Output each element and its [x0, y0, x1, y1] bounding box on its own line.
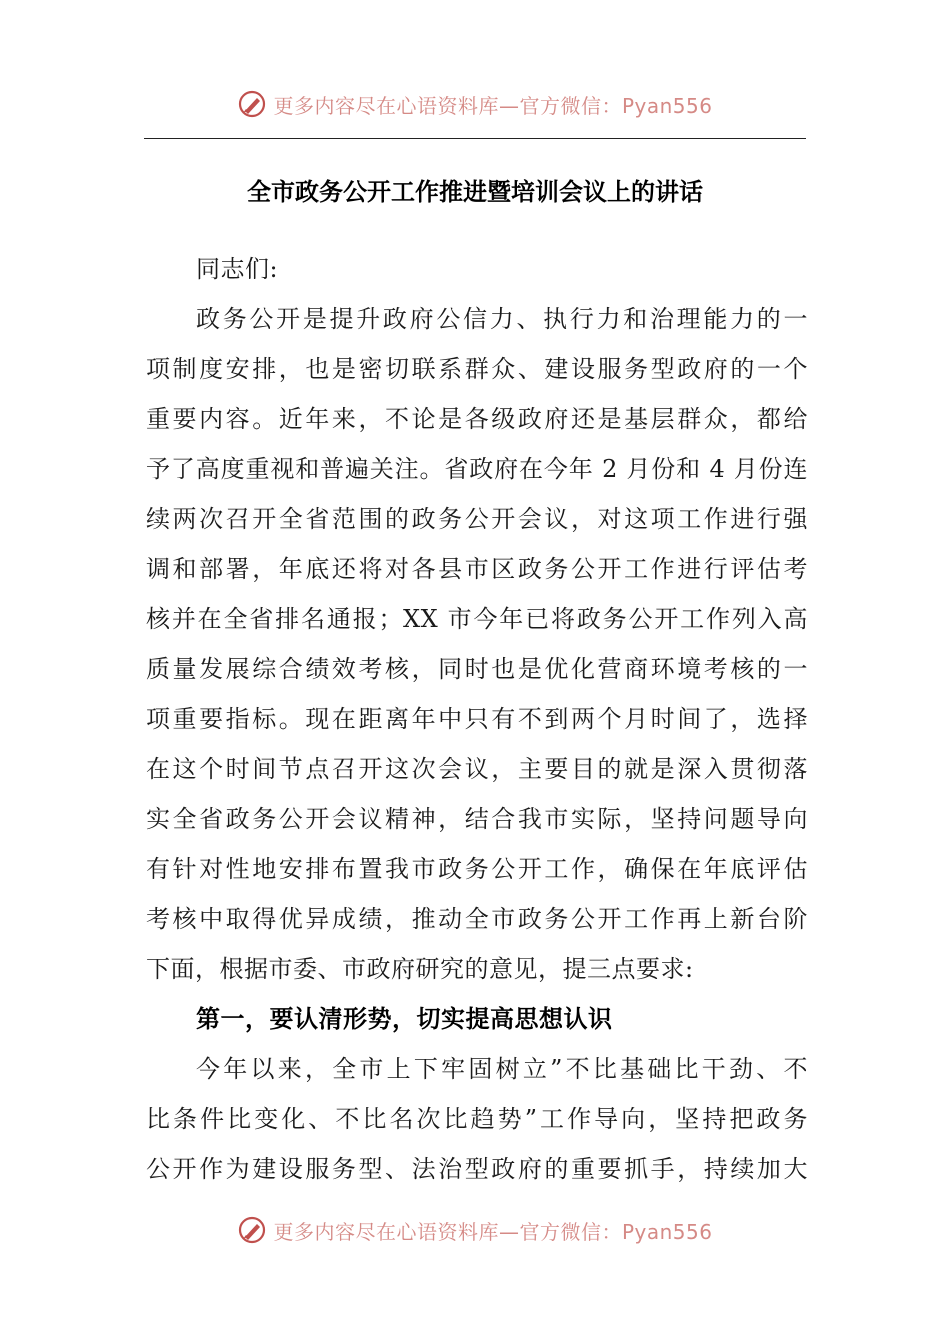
text-line: 政务公开是提升政府公信力、执行力和治理能力的一 — [196, 305, 808, 333]
text-line: 调和部署，年底还将对各县市区政务公开工作进行评估考 — [146, 555, 808, 583]
pen-logo-icon — [237, 1215, 267, 1245]
watermark-text: 更多内容尽在心语资料库—官方微信：Pyan556 — [273, 93, 713, 118]
header-divider — [144, 138, 806, 139]
watermark-text: 更多内容尽在心语资料库—官方微信：Pyan556 — [273, 1219, 713, 1244]
text-line: 质量发展综合绩效考核，同时也是优化营商环境考核的一 — [146, 655, 808, 683]
text-line: 公开作为建设服务型、法治型政府的重要抓手，持续加大 — [146, 1155, 808, 1183]
footer-watermark — [0, 1210, 950, 1250]
text-line: 项重要指标。现在距离年中只有不到两个月时间了，选择 — [146, 705, 808, 733]
text-line: 考核中取得优异成绩，推动全市政务公开工作再上新台阶 — [146, 905, 808, 933]
paragraph-1 — [146, 294, 808, 994]
text-line: 予了高度重视和普遍关注。省政府在今年 2 月份和 4 月份连 — [146, 455, 808, 483]
pen-logo-icon — [237, 89, 267, 119]
text-line: 有针对性地安排布置我市政务公开工作，确保在年底评估 — [146, 855, 808, 883]
section-heading-1: 第一，要认清形势，切实提高思想认识 — [196, 1005, 613, 1033]
document-title: 全市政务公开工作推进暨培训会议上的讲话 — [247, 177, 703, 206]
text-line: 重要内容。近年来，不论是各级政府还是基层群众，都给 — [146, 405, 808, 433]
paragraph-2 — [146, 1044, 808, 1194]
text-line: 今年以来，全市上下牢固树立”不比基础比干劲、不 — [196, 1055, 808, 1083]
header-watermark — [0, 84, 950, 124]
document-body — [146, 244, 808, 1194]
text-line: 实全省政务公开会议精神，结合我市实际，坚持问题导向 — [146, 805, 808, 833]
greeting: 同志们: — [196, 255, 279, 283]
text-line: 在这个时间节点召开这次会议，主要目的就是深入贯彻落 — [146, 755, 808, 783]
text-line: 下面，根据市委、市政府研究的意见，提三点要求: — [146, 955, 694, 983]
text-line: 续两次召开全省范围的政务公开会议，对这项工作进行强 — [146, 505, 808, 533]
text-line: 比条件比变化、不比名次比趋势”工作导向，坚持把政务 — [146, 1105, 808, 1133]
text-line: 项制度安排，也是密切联系群众、建设服务型政府的一个 — [146, 355, 808, 383]
text-line: 核并在全省排名通报；XX 市今年已将政务公开工作列入高 — [146, 605, 808, 633]
